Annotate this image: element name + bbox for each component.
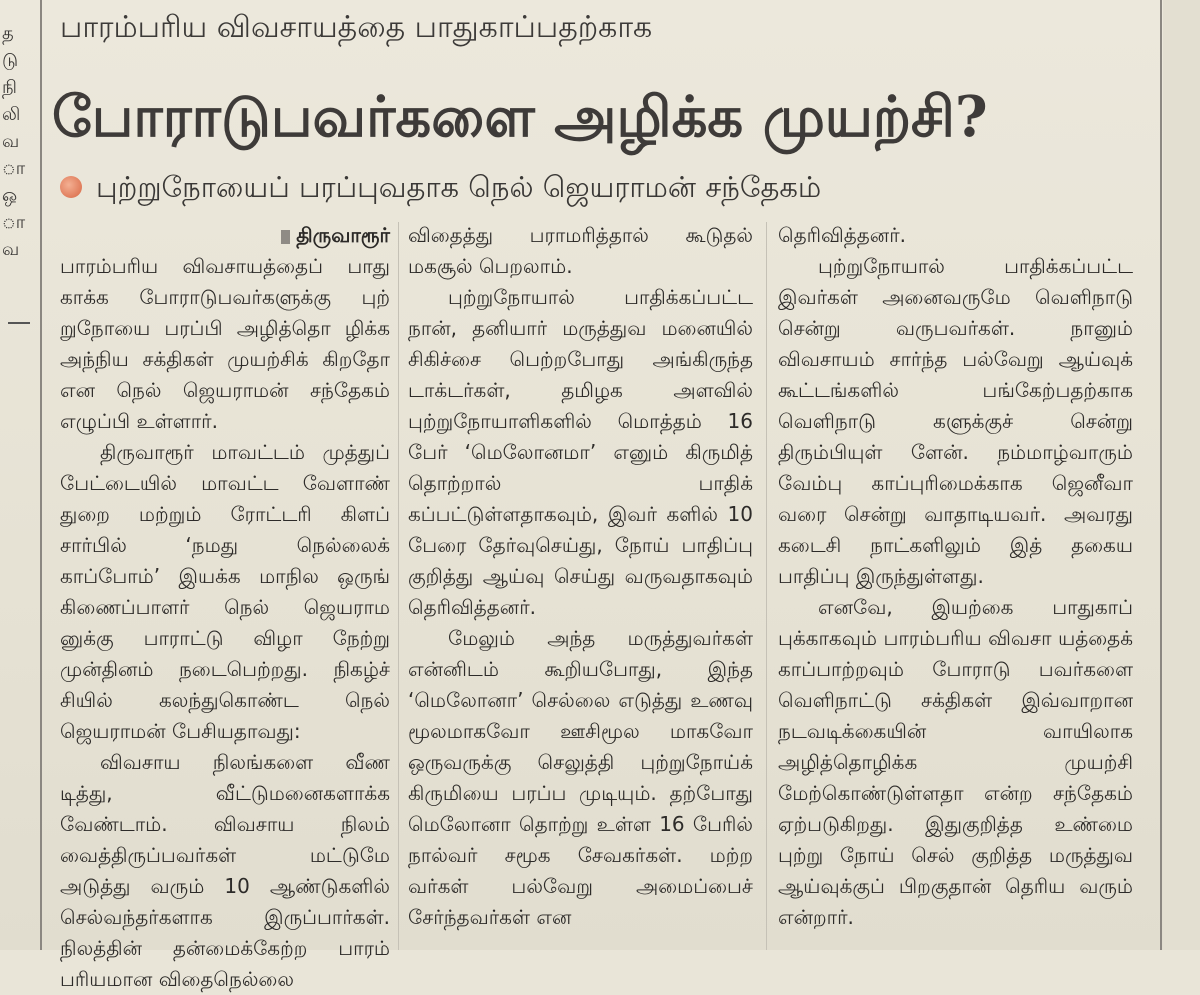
fragment-line: வ — [2, 131, 20, 152]
fragment-line: ஒ — [2, 185, 18, 206]
fragment-line: லி — [2, 104, 21, 125]
column-rule-left — [40, 0, 42, 950]
column-gutter — [766, 222, 767, 950]
fragment-line: நி — [2, 77, 17, 98]
kicker-headline: பாரம்பரிய விவசாயத்தை பாதுகாப்பதற்காக — [60, 10, 653, 45]
subheadline — [60, 165, 920, 209]
paragraph: எனவே, இயற்கை பாதுகாப் புக்காகவும் பாரம்பரிய விவசா யத்தைக் காப்பாற்றவும் போராடு பவர்களை வெளிநாட்டு சக்திகள் இவ்வாறான நடவடிக்கையின் வாயிலாக அழித்தொழிக்க முயற்சி மேற்கொண்டுள்ளதா என்ற சந்தேகம் ஏற்படுகிறது. இதுகுறித்த உண்மை புற்று நோய் செல் குறித்த மருத்துவ ஆய்வுக்குப் பிறகுதான் தெரிய வரும் என்றார். — [778, 595, 1133, 929]
main-headline: போராடுபவர்களை அழிக்க முயற்சி? — [52, 84, 988, 150]
dateline-marker-icon — [281, 230, 290, 244]
fragment-line: த — [2, 23, 14, 44]
paragraph: தெரிவித்தனர். — [778, 223, 906, 247]
paragraph: புற்றுநோயால் பாதிக்கப்பட்ட நான், தனியார் மருத்துவ மனையில் சிகிச்சை பெற்றபோது அங்கிருந்த டாக்டர்கள், தமிழக அளவில் புற்றுநோயாளிகளில் மொத்தம் 16 பேர் ‘மெலோனமா’ எனும் கிருமித் தொற்றால் பாதிக் கப்பட்டுள்ளதாகவும், இவர் களில் 10 பேரை தேர்வுசெய்து, நோய் பாதிப்பு குறித்து ஆய்வு செய்து வருவதாகவும் தெரிவித்தனர். — [408, 285, 753, 619]
fragment-line: ா — [2, 212, 26, 233]
subheadline-text: புற்றுநோயைப் பரப்புவதாக நெல் ஜெயராமன் சந்தேகம் — [96, 170, 822, 204]
column-rule-right — [1160, 0, 1162, 950]
paragraph: விதைத்து பராமரித்தால் கூடுதல் மகசூல் பெறலாம். — [408, 223, 753, 278]
fragment-line: ா — [2, 158, 26, 179]
dateline-text: திருவாரூர் — [296, 223, 390, 247]
paragraph: புற்றுநோயால் பாதிக்கப்பட்ட இவர்கள் அனைவருமே வெளிநாடு சென்று வருபவர்கள். நானும் விவசாயம் சார்ந்த பல்வேறு ஆய்வுக் கூட்டங்களில் பங்கேற்பதற்காக வெளிநாடு களுக்குச் சென்று திரும்பியுள் ளேன். நம்மாழ்வாரும் வேம்பு காப்புரிமைக்காக ஜெனீவா வரை சென்று வாதாடியவர். அவரது கடைசி நாட்களிலும் இத் தகைய பாதிப்பு இருந்துள்ளது. — [778, 254, 1133, 588]
fragment-line: வ — [2, 239, 20, 260]
paragraph: திருவாரூர் மாவட்டம் முத்துப் பேட்டையில் மாவட்ட வேளாண் துறை மற்றும் ரோட்டரி கிளப் சார்பில் ‘நமது நெல்லைக் காப்போம்’ இயக்க மாநில ஒருங் கிணைப்பாளர் நெல் ஜெயராம னுக்கு பாராட்டு விழா நேற்று முன்தினம் நடைபெற்றது. நிகழ்ச் சியில் கலந்துகொண்ட நெல் ஜெயராமன் பேசியதாவது: — [60, 440, 390, 743]
dateline — [60, 220, 390, 251]
paragraph: மேலும் அந்த மருத்துவர்கள் என்னிடம் கூறியபோது, இந்த ‘மெலோனா’ செல்லை எடுத்து உணவு மூலமாகவோ ஊசிமூல மாகவோ ஒருவருக்கு செலுத்தி புற்றுநோய்க் கிருமியை பரப்ப முடியும். தற்போது மெலோனா தொற்று உள்ள 16 பேரில் நால்வர் சமூக சேவகர்கள். மற்ற வர்கள் பல்வேறு அமைப்பைச் சேர்ந்தவர்கள் என — [408, 626, 753, 929]
fragment-line: டு — [2, 50, 19, 71]
bullet-dot-icon — [60, 176, 82, 198]
article-column-1 — [60, 220, 390, 991]
adjacent-page-margin — [1163, 0, 1200, 950]
previous-article-fragment — [0, 0, 28, 340]
column-gutter — [398, 222, 399, 950]
fragment-divider — [8, 322, 30, 324]
article-column-2 — [408, 220, 753, 950]
paragraph: பாரம்பரிய விவசாயத்தைப் பாது காக்க போராடுபவர்களுக்கு புற் றுநோயை பரப்பி அழித்தொ ழிக்க அந்நிய சக்திகள் முயற்சிக் கிறதோ என நெல் ஜெயராமன் சந்தேகம் எழுப்பி உள்ளார். — [60, 254, 390, 433]
paragraph: விவசாய நிலங்களை வீண டித்து, வீட்டுமனைகளாக்க வேண்டாம். விவசாய நிலம் வைத்திருப்பவர்கள் மட்டுமே அடுத்து வரும் 10 ஆண்டுகளில் செல்வந்தர்களாக இருப்பார்கள். நிலத்தின் தன்மைக்கேற்ற பாரம் பரியமான விதைநெல்லை — [60, 750, 390, 991]
article-column-3 — [778, 220, 1133, 950]
